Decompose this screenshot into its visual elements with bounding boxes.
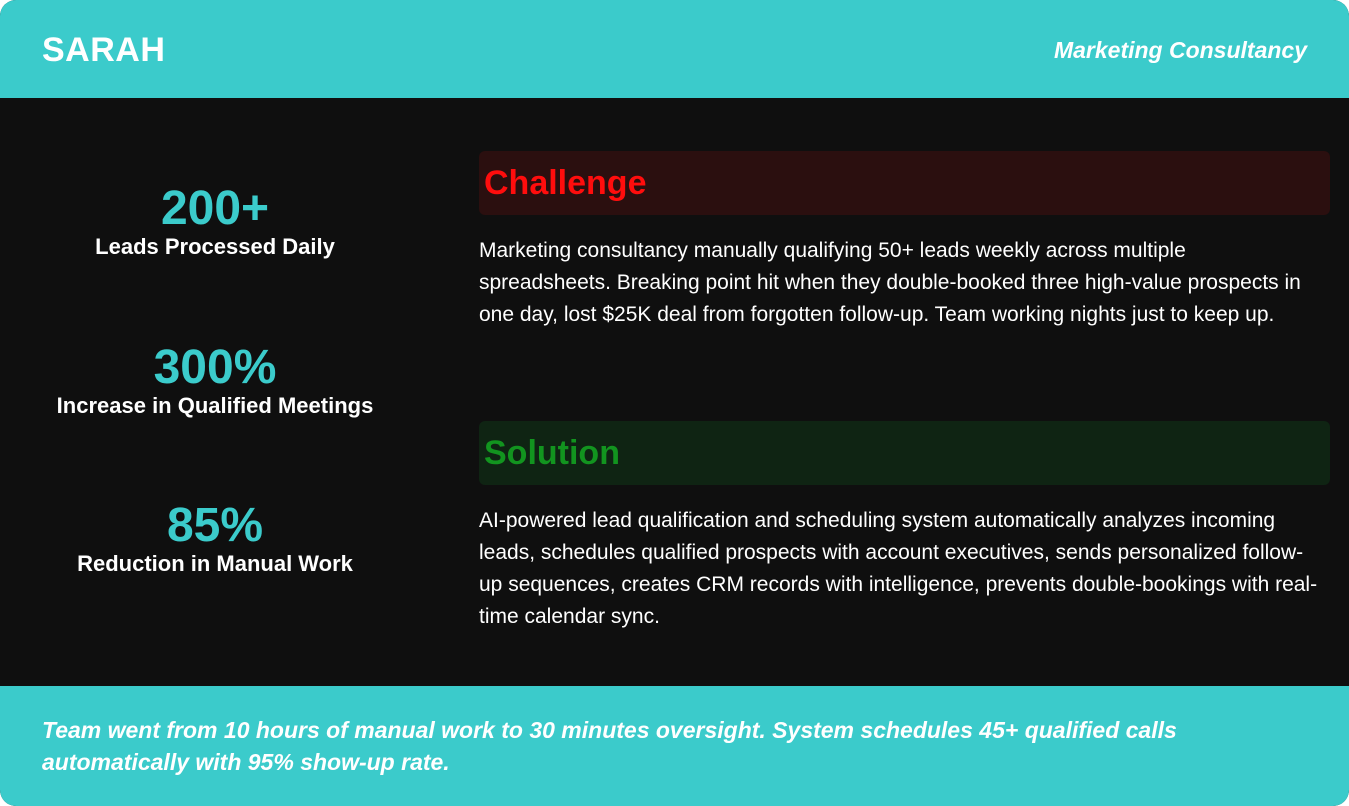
results-footer: [0, 686, 1349, 806]
solution-header: [479, 421, 1330, 485]
stat-leads-processed: [0, 181, 430, 261]
stat-label: Leads Processed Daily: [95, 234, 335, 259]
details-column: [479, 98, 1330, 686]
stat-value: 200+: [160, 182, 270, 235]
stat-manual-work-reduction: [0, 498, 430, 578]
header-bar: [0, 0, 1349, 98]
solution-description: AI-powered lead qualification and scheduling system automatically analyzes incoming leads, schedules qualified prospects with account executives, sends personalized follow-up sequences, creates CRM records with intelligence, prevents double-bookings with real-time calendar sync.: [479, 509, 1318, 628]
stat-value: 300%: [153, 341, 277, 394]
challenge-description: Marketing consultancy manually qualifying 50+ leads weekly across multiple spreadsheets. Breaking point hit when they double-booked three high-value prospects in one day, lost $25K deal from forgotten follow-up. Team working nights just to keep up.: [479, 239, 1301, 326]
stats-column: [0, 98, 430, 686]
main-content: [0, 98, 1349, 686]
stat-qualified-meetings: [0, 340, 430, 420]
solution-title: Solution: [484, 434, 620, 472]
client-type: Marketing Consultancy: [1053, 37, 1307, 63]
stat-value: 85%: [166, 499, 264, 552]
challenge-header: [479, 151, 1330, 215]
challenge-title: Challenge: [484, 164, 647, 202]
results-summary: Team went from 10 hours of manual work to 30 minutes oversight. System schedules 45+ qualified calls automatically with 95% show-up rate.: [42, 717, 1177, 775]
brand-name: SARAH: [42, 31, 166, 69]
stat-label: Increase in Qualified Meetings: [56, 393, 374, 418]
stat-label: Reduction in Manual Work: [77, 551, 353, 576]
